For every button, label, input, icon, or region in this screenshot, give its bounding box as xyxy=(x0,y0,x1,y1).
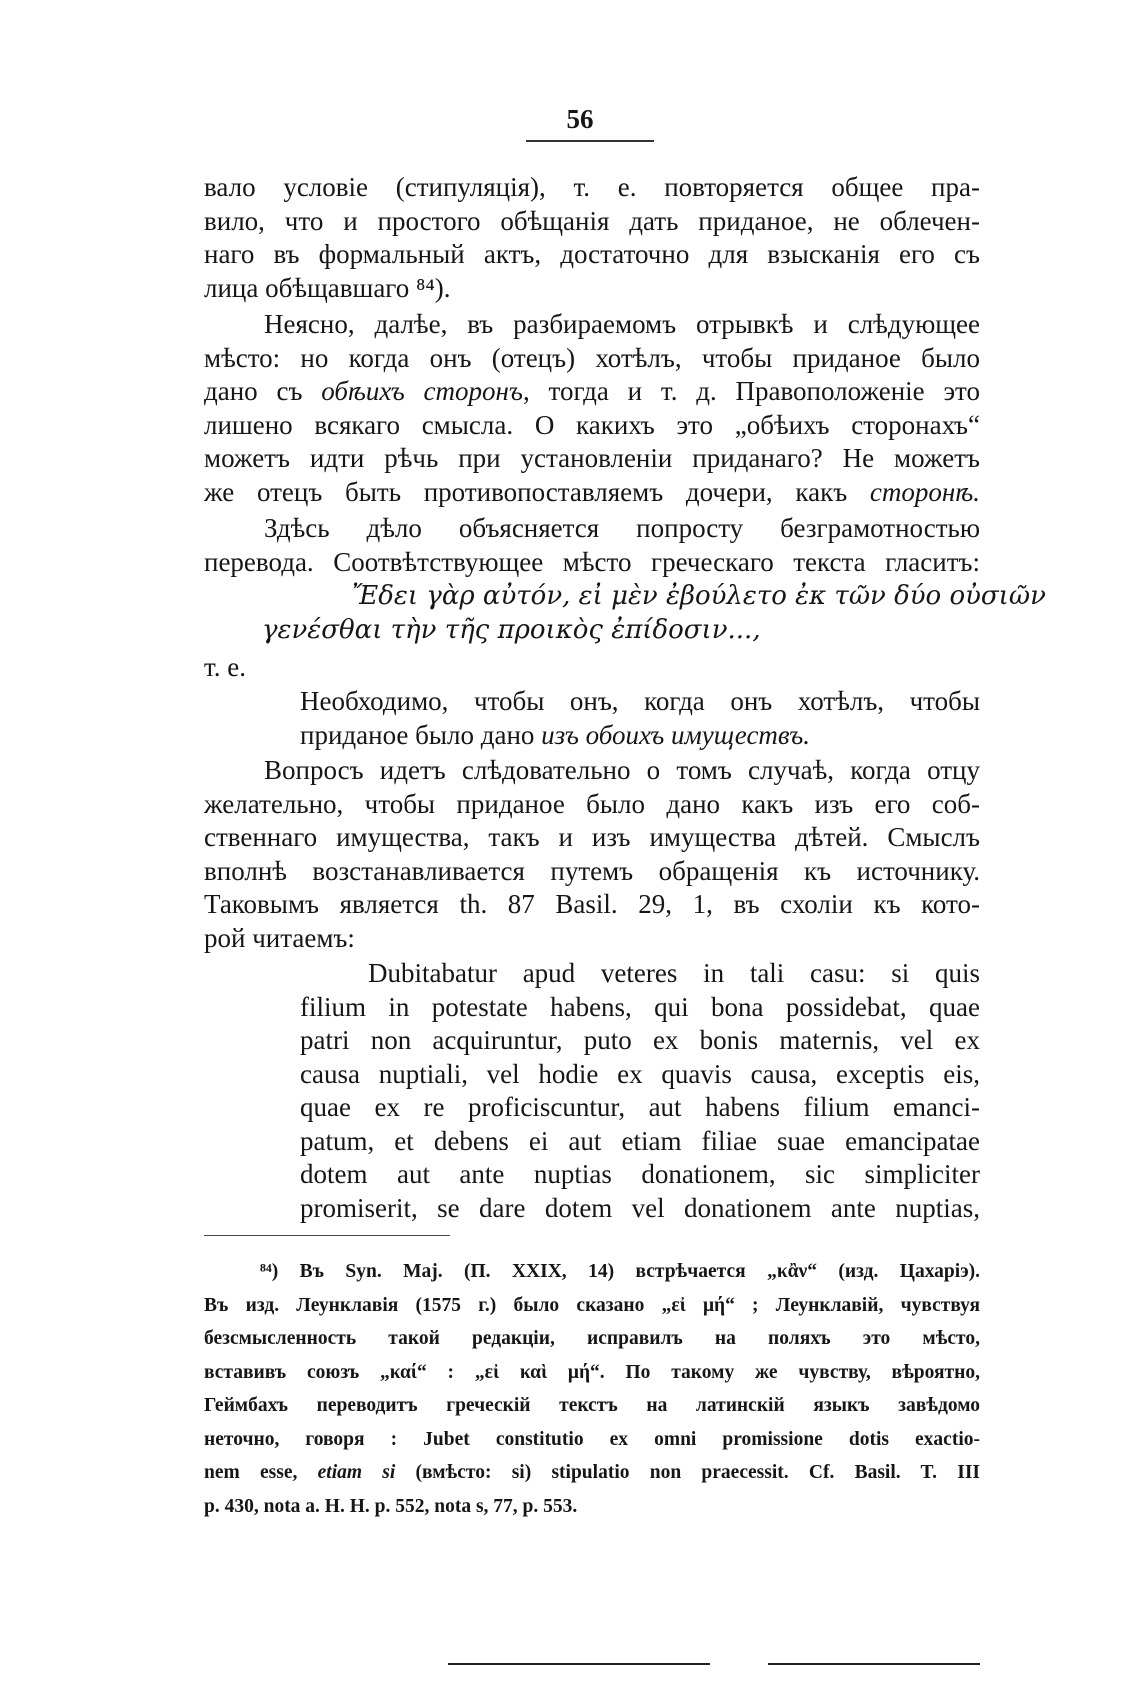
emphasis-etiam-si: etiam si xyxy=(317,1462,396,1483)
latin-line: patri non acquiruntur, puto ex bonis maternis, vel ex xyxy=(300,1025,980,1055)
text-line: т. е. xyxy=(204,652,247,682)
text-fragment: дано съ xyxy=(204,376,322,406)
text-fragment: приданое было дано xyxy=(300,719,542,750)
bottom-rule-left xyxy=(448,1663,710,1665)
translation-block xyxy=(300,685,980,752)
text-line: вполнѣ возстанавливается путемъ обращенія къ источнику. xyxy=(204,855,980,886)
text-line: Вопросъ идетъ слѣдовательно о томъ случаѣ, когда отцу xyxy=(264,755,980,785)
paragraph-continuation xyxy=(204,171,980,305)
text-line: Неясно, далѣе, въ разбираемомъ отрывкѣ и слѣдующее xyxy=(264,309,980,339)
page-number-rule xyxy=(526,140,654,142)
footnote-line xyxy=(204,1257,980,1291)
text-fragment: (вмѣсто: si) stipulatio non praecessit. Cf. Basil. T. III xyxy=(395,1462,980,1483)
footnote-line: Въ изд. Леунклавія (1575 г.) было сказано „εἰ μή“ ; Леунклавій, чувствуя xyxy=(204,1294,980,1316)
footnote-line: вставивъ союзъ „καί“ : „εἰ καὶ μή“. По такому же чувству, вѣроятно, xyxy=(204,1361,980,1383)
greek-line: γενέσθαι τὴν τῆς προικὸς ἐπίδοσιν..., xyxy=(262,614,761,645)
text-line: вало условіе (стипуляція), т. е. повторяется общее пра- xyxy=(204,172,980,202)
text-line xyxy=(204,375,980,409)
latin-line: Dubitabatur apud veteres in tali casu: si quis xyxy=(368,958,980,988)
footnote-line xyxy=(204,1458,980,1492)
latin-line: promiserit, se dare dotem vel donationem ante nuptias, xyxy=(300,1192,980,1223)
paragraph-question xyxy=(204,754,980,955)
text-fragment: же отецъ быть противопоставляемъ дочери, какъ xyxy=(204,476,870,507)
latin-line: causa nuptiali, vel hodie ex quavis causa, exceptis eis, xyxy=(300,1058,980,1089)
latin-quotation xyxy=(300,957,980,1225)
text-line xyxy=(300,719,980,753)
text-line: рой читаемъ: xyxy=(204,922,355,953)
emphasis-both-properties: изъ обоихъ имуществъ. xyxy=(541,719,811,750)
text-line: лица обѣщавшаго ⁸⁴). xyxy=(204,272,451,303)
paragraph-unclear-passage xyxy=(204,308,980,509)
text-line: желательно, чтобы приданое было дано какъ изъ его соб- xyxy=(204,788,980,819)
text-line: перевода. Соотвѣтствующее мѣсто греческаго текста гласитъ: xyxy=(204,546,980,577)
footnote-line: Геймбахъ переводитъ греческій текстъ на латинскій языкъ завѣдомо xyxy=(204,1395,980,1416)
text-line: лишено всякаго смысла. О какихъ это „обѣихъ сторонахъ“ xyxy=(204,409,980,440)
text-line: ственнаго имущества, такъ и изъ имущества дѣтей. Смыслъ xyxy=(204,822,980,852)
footnote-marker: ⁸⁴) xyxy=(260,1261,279,1282)
page-number: 56 xyxy=(566,104,594,134)
latin-line: filium in potestate habens, qui bona possidebat, quae xyxy=(300,991,980,1022)
text-fragment: , тогда и т. д. Правоположеніе это xyxy=(522,376,980,406)
text-line: Здѣсь дѣло объясняется попросту безграмотностью xyxy=(264,513,980,543)
emphasis-both-sides: обѣихъ сторонъ xyxy=(321,376,523,406)
abbreviation-te xyxy=(204,651,980,685)
text-line: мѣсто: но когда онъ (отецъ) хотѣлъ, чтобы приданое было xyxy=(204,342,980,373)
footnote-84 xyxy=(204,1257,980,1525)
text-line: можетъ идти рѣчь при установленіи приданаго? Не можетъ xyxy=(204,443,980,473)
emphasis-side: сторонѣ. xyxy=(869,476,980,507)
text-line: наго въ формальный актъ, достаточно для взысканія его съ xyxy=(204,239,980,269)
footnote-line: неточно, говоря : Jubet constitutio ex omni promissione dotis exactio- xyxy=(204,1428,980,1450)
text-line xyxy=(204,476,980,510)
text-fragment: Въ Syn. Maj. (П. XXIX, 14) встрѣчается „κἂν“ (изд. Цахаріэ). xyxy=(299,1261,980,1282)
latin-line: patum, et debens ei aut etiam filiae suae emancipatae xyxy=(300,1125,980,1156)
text-fragment: nem esse, xyxy=(204,1462,318,1483)
text-line: Необходимо, чтобы онъ, когда онъ хотѣлъ, чтобы xyxy=(300,686,980,716)
footnote-separator xyxy=(204,1235,450,1236)
footnote-line: p. 430, nota a. H. H. p. 552, nota s, 77, p. 553. xyxy=(204,1495,578,1517)
text-line: Таковымъ является th. 87 Basil. 29, 1, въ схоліи къ кото- xyxy=(204,889,980,919)
greek-quotation xyxy=(204,580,1046,647)
latin-line: dotem aut ante nuptias donationem, sic simpliciter xyxy=(300,1159,980,1189)
bottom-rule-right xyxy=(768,1663,980,1665)
text-line: вило, что и простого обѣщанія дать приданое, не облечен- xyxy=(204,205,980,236)
latin-line: quae ex re proficiscuntur, aut habens filium emanci- xyxy=(300,1092,980,1122)
footnote-line: безсмысленность такой редакціи, исправилъ на поляхъ это мѣсто, xyxy=(204,1328,980,1349)
greek-line: Ἔδει γὰρ αὐτόν, εἰ μὲν ἐβούλετο ἐκ τῶν δύο οὐσιῶν xyxy=(352,581,1046,611)
paragraph-translation-error xyxy=(204,512,980,579)
